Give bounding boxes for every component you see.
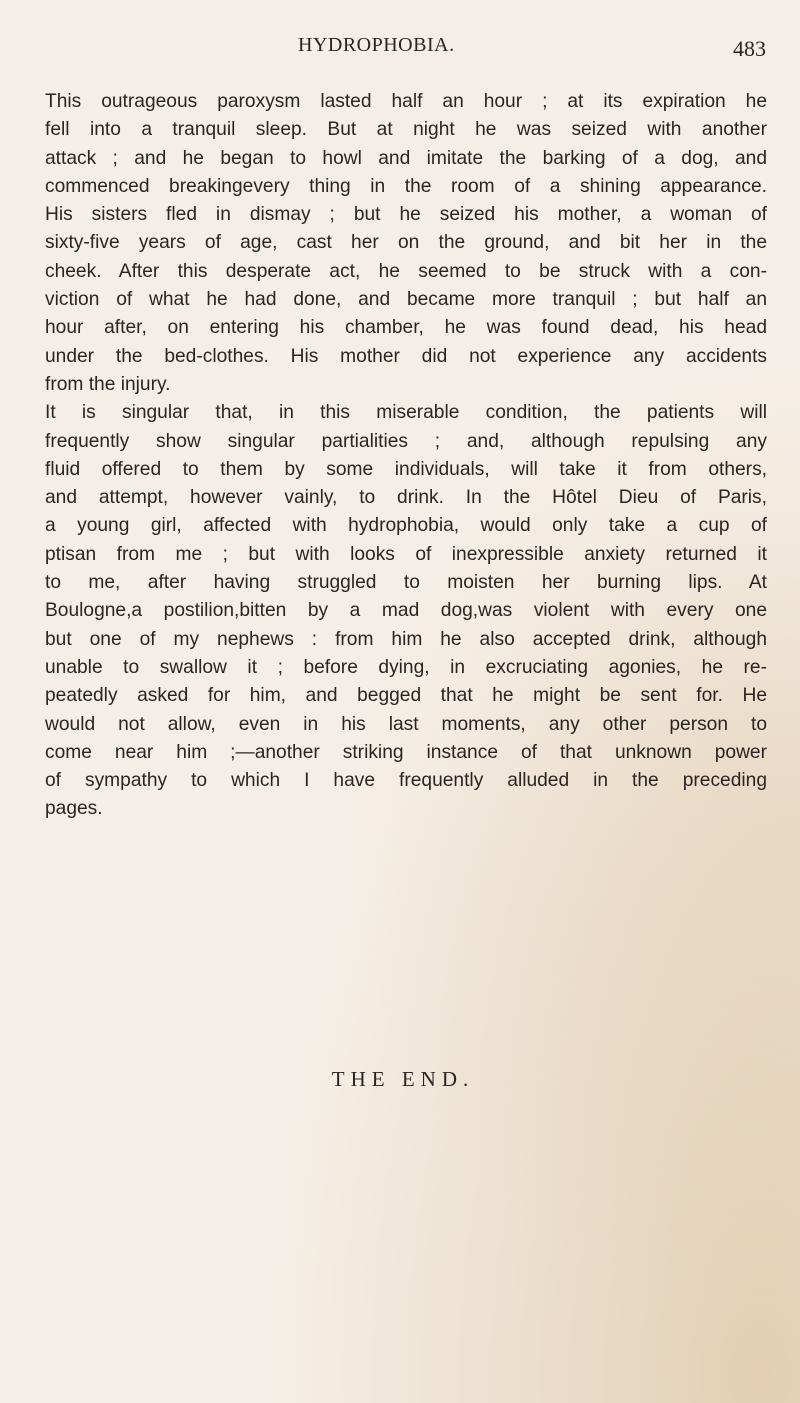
text-line: frequently show singular partialities ; and, although repulsing any: [45, 430, 767, 452]
text-line: would not allow, even in his last moments, any other person to: [45, 713, 767, 735]
text-line: pages.: [45, 798, 103, 820]
text-line: viction of what he had done, and became more tranquil ; but half an: [45, 289, 767, 311]
text-line: and attempt, however vainly, to drink. In the Hôtel Dieu of Paris,: [45, 487, 767, 509]
text-line: ptisan from me ; but with looks of inexpressible anxiety returned it: [45, 543, 767, 565]
text-line: Boulogne,a postilion,bitten by a mad dog,was violent with every one: [45, 600, 767, 622]
text-line: peatedly asked for him, and begged that he might be sent for. He: [45, 685, 767, 707]
text-line: under the bed-clothes. His mother did not experience any accidents: [45, 345, 767, 367]
page-number: 483: [733, 36, 766, 61]
text-line: a young girl, affected with hydrophobia, would only take a cup of: [45, 515, 767, 537]
running-title: HYDROPHOBIA.: [298, 34, 455, 56]
text-line: from the injury.: [45, 373, 171, 395]
text-line: of sympathy to which I have frequently alluded in the preceding: [45, 770, 767, 792]
text-line: fluid offered to them by some individuals, will take it from others,: [45, 458, 767, 480]
text-line: His sisters fled in dismay ; but he seized his mother, a woman of: [45, 204, 767, 226]
text-line: cheek. After this desperate act, he seemed to be struck with a con-: [45, 260, 767, 282]
body-text: [45, 88, 767, 824]
end-mark: THE END.: [331, 1067, 475, 1091]
text-line: sixty-five years of age, cast her on the ground, and bit her in the: [45, 232, 767, 254]
text-line: attack ; and he began to howl and imitate the barking of a dog, and: [45, 147, 767, 169]
text-line: to me, after having struggled to moisten her burning lips. At: [45, 572, 767, 594]
text-line: hour after, on entering his chamber, he was found dead, his head: [45, 317, 767, 339]
running-head: [0, 34, 800, 64]
text-line: unable to swallow it ; before dying, in excruciating agonies, he re-: [45, 656, 767, 678]
text-line: fell into a tranquil sleep. But at night he was seized with another: [45, 119, 767, 141]
text-line: It is singular that, in this miserable condition, the patients will: [45, 402, 767, 424]
text-line: This outrageous paroxysm lasted half an hour ; at its expiration he: [45, 91, 767, 112]
text-line: but one of my nephews : from him he also accepted drink, although: [45, 628, 767, 650]
text-line: commenced breakingevery thing in the room of a shining appearance.: [45, 175, 767, 197]
text-line: come near him ;—another striking instance of that unknown power: [45, 741, 767, 763]
